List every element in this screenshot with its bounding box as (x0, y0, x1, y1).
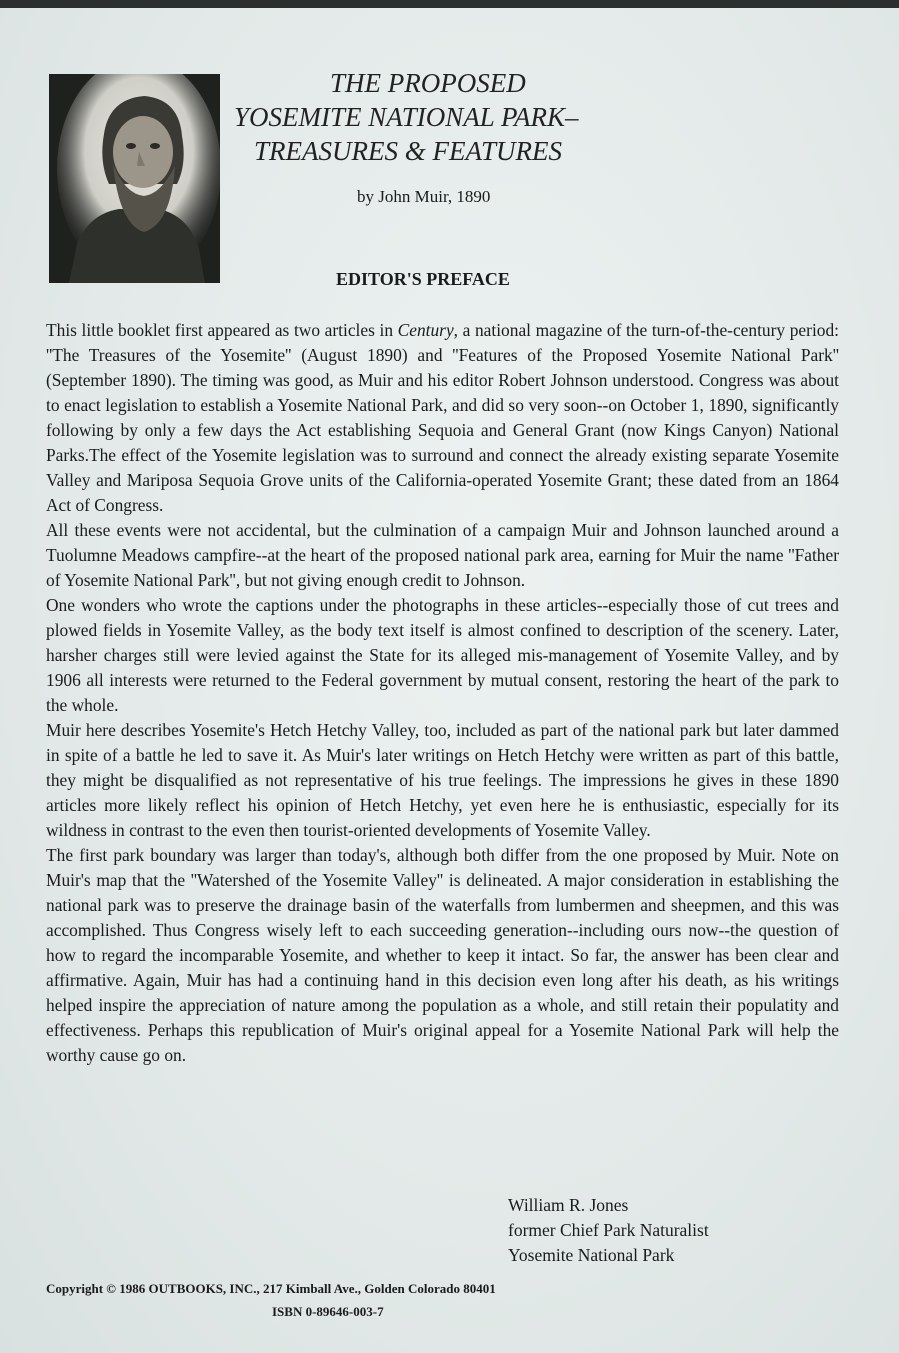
portrait-image (49, 74, 220, 283)
section-heading: EDITOR'S PREFACE (336, 269, 510, 289)
scan-top-edge (0, 0, 899, 8)
paragraph-2: All these events were not accidental, but the culmination of a campaign Muir and Johnson launched around a Tuolumne Meadows campfire--at the heart of the proposed national park area, earning for Muir the name ''Father of Yosemite National Park'', but not giving enough credit to Johnson. (46, 520, 839, 590)
paragraph-1-start: This little booklet first appeared as two articles in (46, 320, 398, 340)
magazine-name: Century (397, 320, 454, 340)
byline: by John Muir, 1890 (357, 187, 491, 206)
title-line-2: YOSEMITE NATIONAL PARK– (234, 102, 579, 132)
john-muir-portrait (49, 74, 220, 283)
signature-role: former Chief Park Naturalist (508, 1220, 709, 1240)
preface-body (46, 318, 839, 1068)
paragraph-1 (46, 318, 839, 518)
paragraph-1-rest: , a national magazine of the turn-of-the-century period: ''The Treasures of the Yosemite'' (August 1890) and ''Features of the Proposed Yosemite National Park'' (September 1890). The timing was good, as Muir and his editor Robert Johnson understood. Congress was about to enact legislation to establish a Yosemite National Park, and did so very soon--on October 1, 1890, significantly following by only a few days the Act establishing Sequoia and General Grant (now Kings Canyon) National Parks.The effect of the Yosemite legislation was to surround and connect the already existing separate Yosemite Valley and Mariposa Sequoia Grove units of the California-operated Yosemite Grant; these dated from an 1864 Act of Congress. (46, 320, 839, 515)
title-line-1: THE PROPOSED (330, 68, 526, 98)
signature-block (508, 1193, 709, 1268)
paragraph-4: Muir here describes Yosemite's Hetch Hetchy Valley, too, included as part of the national park but later dammed in spite of a battle he led to save it. As Muir's later writings on Hetch Hetchy were written as part of this battle, they might be disqualified as not representative of his true feelings. The impressions he gives in these 1890 articles more likely reflect his opinion of Hetch Hetchy, yet even here he is enthusiastic, especially for its wildness in contrast to the even then tourist-oriented developments of Yosemite Valley. (46, 720, 839, 840)
copyright-line: Copyright © 1986 OUTBOOKS, INC., 217 Kimball Ave., Golden Colorado 80401 (46, 1281, 496, 1296)
title-line-3: TREASURES & FEATURES (254, 136, 562, 166)
paragraph-3: One wonders who wrote the captions under the photographs in these articles--especially those of cut trees and plowed fields in Yosemite Valley, as the body text itself is almost confined to description of the scenery. Later, harsher charges still were levied against the State for its alleged mis-management of Yosemite Valley, and by 1906 all interests were returned to the Federal government by mutual consent, restoring the heart of the park to the whole. (46, 595, 839, 715)
paragraph-5: The first park boundary was larger than today's, although both differ from the one proposed by Muir. Note on Muir's map that the ''Watershed of the Yosemite Valley'' is delineated. A major consideration in establishing the national park was to preserve the drainage basin of the waterfalls from lumbermen and sheepmen, and this was accomplished. Thus Congress wisely left to each succeeding generation--including ours now--the question of how to regard the incomparable Yosemite, and whether to keep it intact. So far, the answer has been clear and affirmative. Again, Muir has had a continuing hand in this decision even long after his death, as his writings helped inspire the appreciation of nature among the population as a whole, and still retain their populatity and effectiveness. Perhaps this republication of Muir's original appeal for a Yosemite National Park will help the worthy cause go on. (46, 845, 839, 1065)
signature-org: Yosemite National Park (508, 1245, 675, 1265)
isbn-line: ISBN 0-89646-003-7 (272, 1304, 384, 1319)
signature-name: William R. Jones (508, 1195, 629, 1215)
